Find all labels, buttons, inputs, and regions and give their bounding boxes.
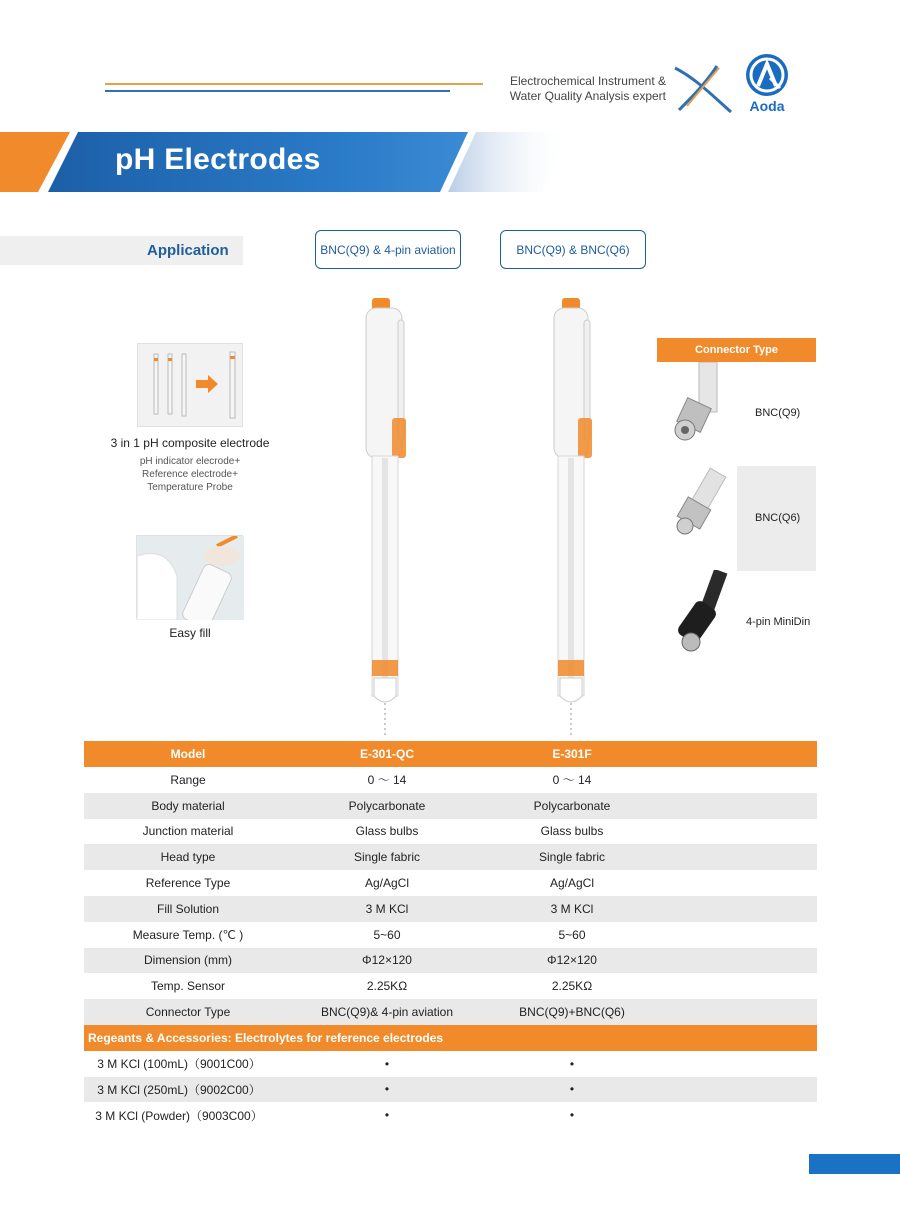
table-cell: Dimension (mm)	[143, 953, 232, 968]
table-cell: Temp. Sensor	[150, 979, 226, 994]
connector-label-bnc-q6: BNC(Q6)	[755, 512, 801, 524]
detail-line-1: pH indicator elecrode+	[139, 456, 241, 467]
connector-label-bnc-q9: BNC(Q9)	[755, 407, 801, 419]
table-cell: Junction material	[142, 824, 234, 839]
table-cell: •	[569, 1082, 575, 1097]
accessories-section-header	[84, 1025, 817, 1051]
table-cell: Glass bulbs	[355, 824, 419, 839]
table-cell: 0 ～ 14	[552, 773, 592, 788]
table-cell: Ag/AgCl	[549, 876, 595, 891]
accessories-section-title: Regeants & Accessories: Electrolytes for reference electrodes	[88, 1030, 444, 1045]
easy-fill-caption: Easy fill	[169, 626, 211, 640]
table-cell: 3 M KCl (250mL)（9002C00）	[97, 1082, 261, 1097]
table-cell: Connector Type	[145, 1005, 231, 1020]
table-cell: 3 M KCl (100mL)（9001C00）	[97, 1057, 261, 1072]
table-cell: •	[569, 1108, 575, 1123]
table-cell: Head type	[160, 850, 216, 865]
table-cell: Reference Type	[145, 876, 231, 891]
table-row	[84, 1102, 817, 1128]
detail-line-2: Reference electrode+	[142, 469, 238, 480]
table-row	[84, 844, 817, 870]
table-cell: •	[384, 1056, 390, 1071]
table-cell: Single fabric	[353, 850, 421, 865]
tagline-line-2: Water Quality Analysis expert	[509, 89, 666, 103]
table-cell: Single fabric	[538, 850, 606, 865]
4-pin-minidin-connector-icon	[655, 570, 737, 670]
table-row	[84, 948, 817, 974]
header-tagline	[498, 74, 666, 104]
header-rule-orange	[105, 83, 483, 85]
tagline-line-1: Electrochemical Instrument &	[509, 74, 666, 88]
table-cell: 3 M KCl (Powder)（9003C00）	[95, 1108, 263, 1123]
table-cell: Polycarbonate	[348, 798, 426, 813]
table-cell: 0 ～ 14	[367, 773, 407, 788]
page-title: pH Electrodes	[115, 143, 321, 176]
footer-bar	[809, 1154, 900, 1174]
table-cell: Ag/AgCl	[364, 876, 410, 891]
table-cell: BNC(Q9)+BNC(Q6)	[519, 1005, 625, 1020]
detail-line-3: Temperature Probe	[147, 482, 233, 493]
table-cell: •	[384, 1082, 390, 1097]
table-header-cell: E-301F	[552, 747, 592, 761]
table-cell: 3 M KCl	[550, 901, 594, 916]
table-cell: •	[569, 1056, 575, 1071]
table-cell: Glass bulbs	[540, 824, 604, 839]
table-row	[84, 793, 817, 819]
bnc-q6-connector-icon	[655, 466, 737, 566]
table-cell: Polycarbonate	[533, 798, 611, 813]
table-cell: Range	[170, 772, 206, 787]
aoda-logo-text: Aoda	[749, 98, 785, 114]
table-cell: BNC(Q9)& 4-pin aviation	[320, 1005, 454, 1020]
table-cell: 5~60	[373, 927, 401, 942]
table-cell: Φ12×120	[362, 953, 412, 968]
table-row	[84, 922, 817, 948]
table-cell: 2.25KΩ	[551, 979, 593, 994]
connector-label-e301f: BNC(Q9) & BNC(Q6)	[500, 230, 646, 269]
table-header-cell: Model	[170, 747, 206, 761]
table-cell: Measure Temp. (℃ )	[132, 927, 244, 942]
table-row	[84, 973, 817, 999]
connector-label-4pin-minidin: 4-pin MiniDin	[746, 616, 811, 628]
table-row	[84, 999, 817, 1025]
table-header-row	[84, 741, 817, 767]
table-row	[84, 1077, 817, 1103]
table-cell: 3 M KCl	[365, 901, 409, 916]
table-cell: 5~60	[558, 927, 586, 942]
brand-x-mark-icon	[673, 62, 733, 114]
table-row	[84, 1051, 817, 1077]
composite-electrode-caption: 3 in 1 pH composite electrode	[110, 436, 270, 450]
table-row	[84, 896, 817, 922]
table-row	[84, 819, 817, 845]
electrode-e301qc-image	[356, 298, 416, 738]
aoda-logo-icon	[746, 54, 788, 96]
table-cell: Fill Solution	[156, 901, 220, 916]
table-row	[84, 767, 817, 793]
table-cell: 2.25KΩ	[366, 979, 408, 994]
table-cell: Φ12×120	[547, 953, 597, 968]
table-cell: •	[384, 1108, 390, 1123]
composite-electrode-detail	[100, 455, 280, 494]
table-row	[84, 870, 817, 896]
spec-table	[84, 741, 817, 1128]
application-heading: Application	[147, 242, 229, 259]
electrode-e301f-image	[542, 298, 602, 738]
bnc-q9-connector-icon	[655, 362, 737, 462]
easy-fill-image	[136, 535, 243, 619]
composite-electrode-image	[137, 343, 243, 427]
table-cell: Body material	[151, 798, 225, 813]
connector-type-heading: Connector Type	[657, 338, 816, 362]
header-rule-blue	[105, 90, 450, 92]
aoda-logo	[738, 54, 796, 114]
connector-label-e301qc: BNC(Q9) & 4-pin aviation	[315, 230, 461, 269]
table-header-cell: E-301-QC	[359, 747, 415, 761]
